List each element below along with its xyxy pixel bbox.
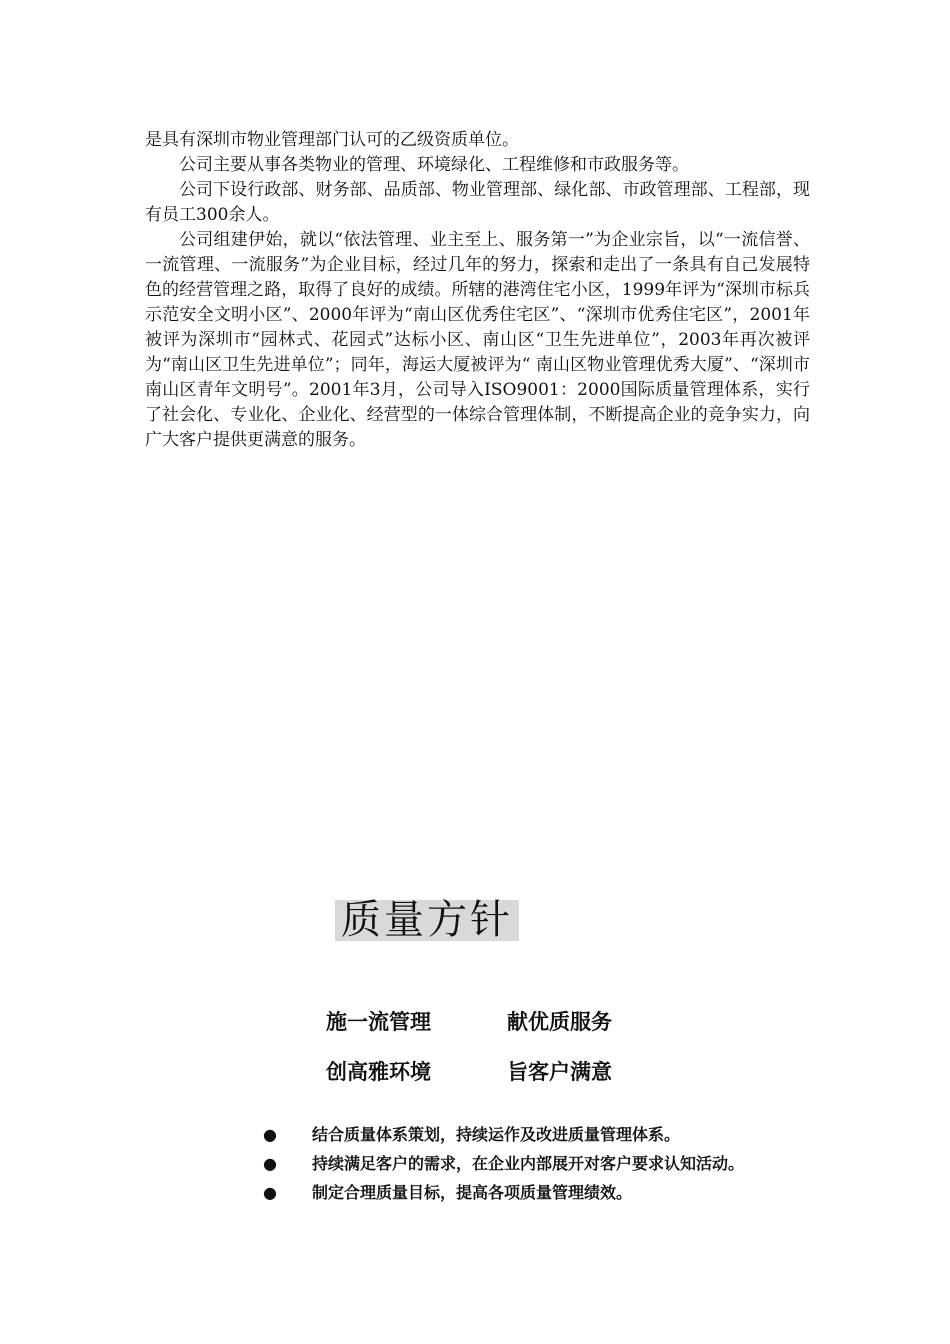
intro-paragraph-1: 是具有深圳市物业管理部门认可的乙级资质单位。 — [145, 130, 519, 150]
list-item — [175, 1149, 815, 1178]
list-item — [175, 1120, 815, 1149]
motto-phrase: 旨客户满意 — [507, 1060, 612, 1084]
motto-phrase: 创高雅环境 — [326, 1060, 431, 1084]
bullet-text: 结合质量体系策划，持续运作及改进质量管理体系。 — [312, 1125, 681, 1144]
quality-policy-title: 质量方针 — [335, 900, 519, 941]
intro-paragraph-4: 公司组建伊始，就以“依法管理、业主至上、服务第一”为企业宗旨，以“一流信誉、一流管理、一流服务”为企业目标，经过几年的努力，探索和走出了一条具有自己发展特色的经营管理之路，取得了良好的成绩。所辖的港湾住宅小区，1999年评为“深圳市标兵示范安全文明小区”、2000年评为“南山区优秀住宅区”、“深圳市优秀住宅区”，2001年被评为深圳市“园林式、花园式”达标小区、南山区“卫生先进单位”，2003年再次被评为“南山区卫生先进单位”；同年，海运大厦被评为“ 南山区物业管理优秀大厦”、“深圳市南山区青年文明号”。2001年3月，公司导入ISO9001：2000国际质量管理体系，实行了社会化、专业化、企业化、经营型的一体综合管理体制，不断提高企业的竞争实力，向广大客户提供更满意的服务。 — [145, 230, 810, 450]
bullet-icon: ● — [263, 1154, 277, 1173]
intro-paragraph-2: 公司主要从事各类物业的管理、环境绿化、工程维修和市政服务等。 — [179, 155, 689, 175]
motto-phrase: 施一流管理 — [326, 1010, 431, 1034]
bullet-icon: ● — [263, 1125, 277, 1144]
intro-paragraph-3: 公司下设行政部、财务部、品质部、物业管理部、绿化部、市政管理部、工程部，现有员工300余人。 — [145, 180, 810, 225]
list-item — [175, 1178, 815, 1207]
policy-bullet-list — [175, 1120, 815, 1207]
bullet-text: 制定合理质量目标，提高各项质量管理绩效。 — [312, 1183, 633, 1202]
motto-phrase: 献优质服务 — [507, 1010, 612, 1034]
company-intro — [145, 128, 810, 453]
bullet-text: 持续满足客户的需求，在企业内部展开对客户要求认知活动。 — [312, 1154, 745, 1173]
bullet-icon: ● — [263, 1183, 277, 1202]
